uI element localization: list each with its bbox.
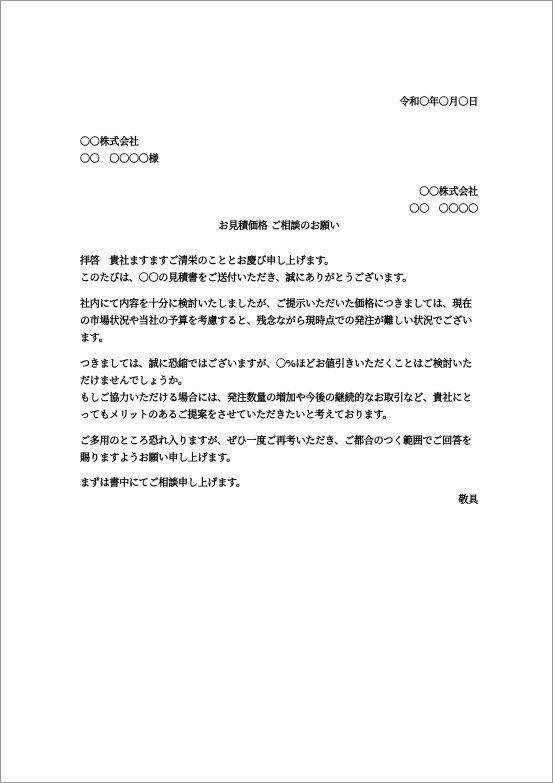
letter-date: 令和〇年〇月〇日 [399,97,478,108]
sender-company: 〇〇株式会社 [419,187,478,198]
paragraph-line: 社内にて内容を十分に検討いたしましたが、ご提示いただいた価格につきましては、現在 [80,299,472,310]
reconsideration-paragraph [80,433,478,467]
paragraph-line: ます。 [80,333,109,344]
review-paragraph [80,296,478,347]
paragraph-line: つきましては、誠に恐縮ではございますが、〇%ほどお値引きいただくことはご検討いた [80,359,473,370]
letter-closing: 敬具 [458,495,478,506]
greeting-paragraph [80,253,478,287]
greeting-line: 拝啓 貴社ますますご清栄のこととお慶び申し上げます。 [80,256,334,267]
sender-name: 〇〇 〇〇〇〇 [409,204,478,215]
letter-title: お見積価格 ご相談のお願い [218,221,340,232]
recipient-company: 〇〇株式会社 [80,137,139,148]
closing-line: まずは書中にてご相談申し上げます。 [80,478,246,489]
paragraph-spacing [80,287,478,296]
date-spacing [80,111,478,134]
recipient-name: 〇〇 〇〇〇〇様 [80,154,159,165]
paragraph-line: の市場状況や当社の予算を考慮すると、残念ながら現時点での発注が難しい状況でござい [80,316,472,327]
paragraph-spacing [80,424,478,433]
paragraph-line: ってもメリットのあるご提案をさせていただきたいと考えております。 [80,410,393,421]
paragraph-line: 賜りますようお願い申し上げます。 [80,453,236,464]
paragraph-spacing [80,467,478,475]
letter-body [80,94,478,509]
title-spacing [80,235,478,253]
paragraph-line: ご多用のところ恐れ入りますが、ぜひ一度ご再考いただき、ご都合のつく範囲でご回答を [80,436,472,447]
sender-spacing [80,168,478,184]
request-paragraph [80,356,478,424]
greeting-line: このたびは、〇〇の見積書をご送付いただき、誠にありがとうございます。 [80,273,412,284]
paragraph-line: だけませんでしょうか。 [80,376,188,387]
paragraph-line: もしご協力いただける場合には、発注数量の増加や今後の継続的なお取引など、貴社にと [80,393,472,404]
paragraph-spacing [80,347,478,356]
